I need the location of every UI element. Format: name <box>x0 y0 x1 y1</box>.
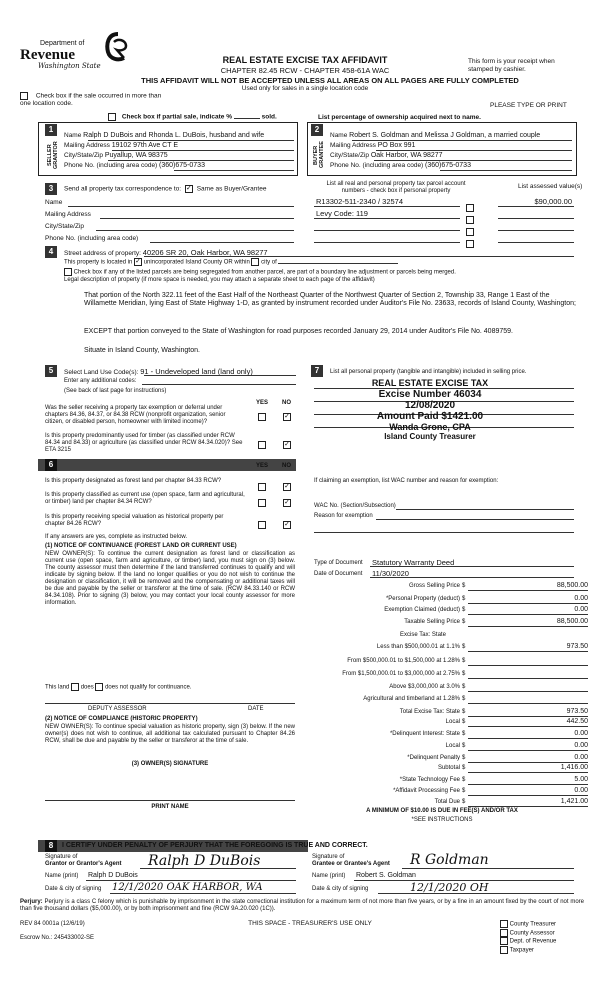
section-8-number: 8 <box>45 840 57 852</box>
levy-code[interactable]: Levy Code: 119 <box>316 209 368 218</box>
notice1-title: (1) NOTICE OF CONTINUANCE (FOREST LAND OR CURRENT USE) <box>45 543 237 549</box>
located-row: This property is located in ✓ unincorporated Island County OR within city of <box>64 258 398 267</box>
calc-row-value[interactable] <box>468 656 588 666</box>
legal-desc-label: Legal description of property (if more space is needed, you may attach a separate sheet to each page of the affidavit) <box>64 277 375 283</box>
s6-q1-yes[interactable] <box>258 483 266 491</box>
wac-label: WAC No. (Section/Subsection) <box>314 503 396 509</box>
corr-phone-label: Phone No. (including area code) <box>45 235 139 242</box>
calc-row-value[interactable]: 1,421.00 <box>468 797 588 807</box>
calc-row-label: From $1,500,000.01 to $3,000,000 at 2.75% <box>342 671 460 677</box>
calc-row-dollar: $ <box>462 696 466 702</box>
s6-q2-no[interactable]: ✓ <box>284 498 290 506</box>
calc-row-label: Gross Selling Price <box>408 583 460 589</box>
treasurer-stamp: REAL ESTATE EXCISE TAX Excise Number 46034 12/08/2020 Amount Paid $1421.00 Wanda Grone, CPA Island County Treasurer <box>371 378 489 441</box>
calc-row <box>312 656 594 666</box>
legal-desc-p2[interactable]: EXCEPT that portion conveyed to the State of Washington for road purposes recorded January 29, 2014 under Auditor's File No. 4089759. <box>84 328 513 335</box>
corr-name-field[interactable] <box>68 206 294 207</box>
receipt-note: This form is your receipt when stamped by cashier. <box>468 58 555 73</box>
taxpayer-checkbox[interactable] <box>500 946 508 954</box>
calc-row-value[interactable] <box>468 682 588 692</box>
s6-q3: Is this property receiving special valuation as historical property per chapter 84.26 RCW? <box>45 514 224 527</box>
calc-row <box>312 642 594 652</box>
single-location-note: Used only for sales in a single location code <box>241 85 369 92</box>
doc-date-label: Date of Document <box>314 571 363 577</box>
s6-q3-yes[interactable] <box>258 521 266 529</box>
calc-row <box>312 605 594 615</box>
s5-q1-yes[interactable] <box>258 413 266 421</box>
corr-name-label: Name <box>45 199 63 206</box>
calc-row-value[interactable]: 88,500.00 <box>468 617 588 627</box>
percentage-note: List percentage of ownership acquired next to name. <box>318 114 481 121</box>
corr-mailing-field[interactable] <box>100 218 294 219</box>
buyer-side-label: BUYER GRANTEE <box>313 141 325 169</box>
calc-row <box>312 594 594 604</box>
calc-row-value[interactable]: 0.00 <box>468 605 588 615</box>
calc-row-dollar: $ <box>462 731 466 737</box>
calc-row <box>312 682 594 692</box>
doc-date-value[interactable]: 11/30/2020 <box>372 569 409 578</box>
city-of-checkbox[interactable] <box>251 258 259 266</box>
grantor-sig-label-1: Signature of <box>45 854 78 860</box>
calc-row-dollar: $ <box>462 658 466 664</box>
street-address-value[interactable]: 40206 SR 20, Oak Harbor, WA 98277 <box>142 248 268 257</box>
calc-row-label: Agricultural and timberland at 1.28% <box>363 696 460 702</box>
s5-yes-header: YES <box>256 400 269 406</box>
grantee-sig-label-2: Grantee or Grantee's Agent <box>312 861 390 867</box>
calc-row-label: *State Technology Fee <box>399 777 460 783</box>
calc-row-value[interactable]: 88,500.00 <box>468 581 588 591</box>
grantee-name-value[interactable]: Robert S. Goldman <box>356 872 416 879</box>
calc-row-dollar: $ <box>462 684 466 690</box>
calc-row-label: *Delinquent Penalty <box>407 755 460 761</box>
calc-row-label: *Delinquent Interest: State <box>389 731 460 737</box>
calc-row-label: Local <box>445 719 460 725</box>
s6-q2-yes[interactable] <box>258 499 266 507</box>
minimum-note: A MINIMUM OF $10.00 IS DUE IN FEE(S) AND/OR TAX <box>366 808 518 814</box>
calc-row-value[interactable]: 0.00 <box>468 594 588 604</box>
multi-location-checkbox[interactable] <box>20 92 28 100</box>
qualify-row: This land does does not qualify for continuance. <box>45 684 192 691</box>
calc-row-dollar: $ <box>462 765 466 771</box>
calc-row-value[interactable]: 0.00 <box>468 753 588 763</box>
seller-city-value[interactable]: Puyallup, WA 98375 <box>104 152 168 159</box>
calc-row-label: Exemption Claimed (deduct) <box>384 607 460 613</box>
calc-row-dollar: $ <box>462 583 466 589</box>
certify-statement: I CERTIFY UNDER PENALTY OF PERJURY THAT THE FOREGOING IS TRUE AND CORRECT. <box>62 842 368 849</box>
calc-row-dollar: $ <box>462 788 466 794</box>
calc-row-dollar: $ <box>462 777 466 783</box>
s5-q1-no[interactable]: ✓ <box>284 412 290 420</box>
segregated-row: Check box if any of the listed parcels are being segregated from another parcel, are part of a boundary line adjustment or parcels being merged. <box>64 268 584 277</box>
partial-sale-row: Check box if partial sale, indicate % sold. <box>108 113 277 121</box>
grantor-name-value[interactable]: Ralph D DuBois <box>88 872 138 879</box>
calc-row-label: Above $3,000,000 at 3.0% <box>389 684 460 690</box>
calc-row-label: *Affidavit Processing Fee <box>393 788 460 794</box>
grantor-signature[interactable]: Ralph D DuBois <box>148 853 261 869</box>
street-label: Street address of property: <box>64 250 141 257</box>
please-type-note: PLEASE TYPE OR PRINT <box>490 102 567 109</box>
calc-row <box>312 717 594 727</box>
deputy-assessor-label: DEPUTY ASSESSOR <box>88 706 147 712</box>
calc-row-dollar: $ <box>462 755 466 761</box>
calc-row <box>312 797 594 807</box>
see-instructions-note: *SEE INSTRUCTIONS <box>411 817 473 823</box>
s6-no-header: NO <box>282 463 291 469</box>
owner-print-name-line[interactable] <box>45 800 295 801</box>
calc-row-dollar: $ <box>462 709 466 715</box>
section-2-number: 2 <box>311 124 323 136</box>
perjury-notice: Perjury: Perjury is a class C felony which is punishable by imprisonment in the state correctional institution for a maximum term of not more than five years, or by a fine in an amount fixed by the court of not more than five thousand dollars ($5,000.00), or by both imprisonment and fine (RCW 9A.20.020 (1C)). <box>20 899 584 912</box>
grantor-date-label: Date & city of signing <box>45 886 102 892</box>
additional-codes-label: Enter any additional codes: <box>64 378 137 384</box>
section-1-number: 1 <box>45 124 57 136</box>
dept-logo-text: Revenue <box>20 47 75 63</box>
assessed-header: List assessed value(s) <box>518 183 583 190</box>
exemption-label: If claiming an exemption, list WAC number and reason for exemption: <box>314 478 499 484</box>
calc-row-value[interactable]: 973.50 <box>468 642 588 652</box>
same-as-buyer-checkbox[interactable]: ✓ <box>185 185 192 192</box>
s5-q2-yes[interactable] <box>258 441 266 449</box>
legal-desc-p1[interactable]: That portion of the North 322.11 feet of the East Half of the Northeast Quarter of the Northwest Quarter of Section 2, Township 33, Range 1 East of the Willamette Meridian, lying East of State Highway 1-D, as granted by instrument recorded under Auditor's File No. 23633, records of Island County, Washington; <box>84 292 576 307</box>
calc-row-label: Total Due <box>434 799 460 805</box>
grantee-name-label: Name (print) <box>312 873 346 879</box>
dept-revenue-checkbox[interactable] <box>500 937 508 945</box>
excise-tax-state-label: Excise Tax: State <box>400 632 446 638</box>
additional-codes-field[interactable] <box>142 384 296 385</box>
partial-sale-checkbox[interactable] <box>108 113 116 121</box>
calc-row-value[interactable] <box>468 694 588 704</box>
grantor-sig-label-2: Grantor or Grantor's Agent <box>45 861 122 867</box>
buyer-name-value[interactable]: Robert S. Goldman and Melissa J Goldman, a married couple <box>349 132 541 139</box>
parcel-number[interactable]: R13302-511-2340 / 32574 <box>316 197 404 206</box>
calc-row-dollar: $ <box>462 607 466 613</box>
unincorporated-checkbox[interactable]: ✓ <box>135 258 141 265</box>
calc-row-value[interactable]: 0.00 <box>468 786 588 796</box>
corr-city-label: City/State/Zip <box>45 223 85 230</box>
assessed-value[interactable]: $90,000.00 <box>534 197 572 206</box>
qualify-does-checkbox[interactable] <box>71 683 79 691</box>
notice2-title: (2) NOTICE OF COMPLIANCE (HISTORIC PROPERTY) <box>45 716 198 722</box>
section-7-number: 7 <box>311 365 323 377</box>
seller-mailing-value[interactable]: 19102 97th Ave CT E <box>111 142 178 149</box>
s6-q1: Is this property designated as forest land per chapter 84.33 RCW? <box>45 478 222 484</box>
reason-label: Reason for exemption <box>314 513 373 519</box>
calc-row <box>312 707 594 717</box>
calc-row-label: Subtotal <box>437 765 460 771</box>
calc-row-value[interactable]: 1,416.00 <box>468 763 588 773</box>
section-3-number: 3 <box>45 183 57 195</box>
calc-row <box>312 775 594 785</box>
calc-row-value[interactable]: 0.00 <box>468 729 588 739</box>
calc-row-dollar: $ <box>462 743 466 749</box>
calc-row-label: Taxable Selling Price <box>404 619 460 625</box>
calc-row <box>312 581 594 591</box>
s6-q3-no[interactable]: ✓ <box>284 520 290 528</box>
calc-row <box>312 669 594 679</box>
calc-row <box>312 753 594 763</box>
wac-field[interactable] <box>396 509 574 510</box>
calc-row-label: Less than $500,000.01 at 1.1% <box>376 644 460 650</box>
calc-row-dollar: $ <box>462 596 466 602</box>
calc-row-value[interactable] <box>468 669 588 679</box>
calc-row-dollar: $ <box>462 799 466 805</box>
calc-row <box>312 763 594 773</box>
section-5-number: 5 <box>45 365 57 377</box>
escrow-number: Escrow No.: 245433002-SE <box>20 935 95 941</box>
dept-line3: Washington State <box>38 62 101 70</box>
buyer-city-value[interactable]: Oak Harbor, WA 98277 <box>370 152 443 159</box>
grantee-signature[interactable]: R Goldman <box>410 852 489 868</box>
county-assessor-checkbox[interactable] <box>500 929 508 937</box>
deputy-date-label: DATE <box>248 706 264 712</box>
calc-row <box>312 617 594 627</box>
s6-yes-header: YES <box>256 463 269 469</box>
grantee-date-label: Date & city of signing <box>312 886 369 892</box>
parcel-4-personal-checkbox[interactable] <box>466 240 474 248</box>
if-yes-note: If any answers are yes, complete as instructed below. <box>45 534 188 540</box>
land-use-code[interactable]: 91 - Undeveloped land (land only) <box>140 367 253 376</box>
calc-row-dollar: $ <box>462 719 466 725</box>
form-title: REAL ESTATE EXCISE TAX AFFIDAVIT <box>222 55 388 65</box>
seller-phone-value[interactable]: (360)675-0733 <box>159 162 205 169</box>
treasurer-use-only: THIS SPACE - TREASURER'S USE ONLY <box>248 920 372 927</box>
calc-row-dollar: $ <box>462 644 466 650</box>
calc-row-value[interactable]: 5.00 <box>468 775 588 785</box>
see-back-note: (See back of last page for instructions) <box>64 388 167 394</box>
deputy-signature-line[interactable] <box>45 703 295 704</box>
calc-row-value[interactable]: 442.50 <box>468 717 588 727</box>
s5-q2-no[interactable]: ✓ <box>284 440 290 448</box>
calc-row-value[interactable]: 973.50 <box>468 707 588 717</box>
calc-row <box>312 694 594 704</box>
corr-phone-field[interactable] <box>150 242 294 243</box>
s5-q1: Was the seller receiving a property tax exemption or deferral under chapters 84.36, 84.37, or 84.38 RCW (nonprofit organization, senior citizen, or disabled person, homeowner with limited income)? <box>45 405 226 425</box>
revenue-logo-icon <box>104 32 132 62</box>
calc-row-dollar: $ <box>462 671 466 677</box>
reason-field[interactable] <box>376 519 574 520</box>
form-subtitle: CHAPTER 82.45 RCW - CHAPTER 458-61A WAC <box>220 66 390 75</box>
calc-row <box>312 786 594 796</box>
s5-q2: Is this property predominantly used for timber (as classified under RCW 84.34 and 84.33) or agriculture (as classified under RCW 84.34.020)? See ETA 3215 <box>45 433 243 453</box>
notice1-text: NEW OWNER(S): To continue the current designation as forest land or classification as current use (open space, farm and agriculture, or timber) land, you must sign on (3) below. The county assessor must then determine if the land transferred continues to qualify and will indicate by signing below. If the land no longer qualifies or you do not wish to continue the designation or classification, it will be removed and the compensating or additional taxes will be due and payable by the seller or transferor at the time of sale. (RCW 84.33.140 or RCW 84.34.108). Prior to signing (3) below, you may contact your local county assessor for more information. <box>45 551 295 606</box>
calc-row-label: *Personal Property (deduct) <box>385 596 460 602</box>
seller-side-label: SELLER GRANTOR <box>47 141 59 169</box>
segregated-checkbox[interactable] <box>64 268 72 276</box>
qualify-does-not-checkbox[interactable] <box>95 683 103 691</box>
personal-property-label: List all personal property (tangible and intangible) included in selling price. <box>330 369 527 375</box>
s5-no-header: NO <box>282 400 291 406</box>
grantor-name-label: Name (print) <box>45 873 79 879</box>
land-use-label: Select Land Use Code(s): <box>64 369 139 376</box>
legal-desc-p3[interactable]: Situate in Island County, Washington. <box>84 347 200 354</box>
parcel-list-header: List all real and personal property tax parcel account numbers - check box if personal property <box>326 181 466 194</box>
calc-row-dollar: $ <box>462 619 466 625</box>
seller-name-row: Name Ralph D DuBois and Rhonda L. DuBois, husband and wife <box>64 132 265 139</box>
grantee-sig-label-1: Signature of <box>312 854 345 860</box>
calc-row-label: Total Excise Tax: State <box>399 709 460 715</box>
grantor-date-value[interactable]: 12/1/2020 OAK HARBOR, WA <box>112 882 263 893</box>
multi-location-row: Check box if the sale occurred in more than one location code. <box>20 92 162 108</box>
seller-name-value[interactable]: Ralph D DuBois and Rhonda L. DuBois, husband and wife <box>83 132 265 139</box>
warning-text: THIS AFFIDAVIT WILL NOT BE ACCEPTED UNLESS ALL AREAS ON ALL PAGES ARE FULLY COMPLETED <box>141 76 519 85</box>
dept-line1: Department of <box>40 40 85 47</box>
buyer-mailing-value[interactable]: PO Box 991 <box>377 142 416 149</box>
print-name-label: PRINT NAME <box>151 804 189 810</box>
correspondence-row: Send all property tax correspondence to: ✓ Same as Buyer/Grantee <box>64 185 267 193</box>
doc-type-label: Type of Document <box>314 560 363 566</box>
distribution-checklist: County Treasurer County Assessor Dept. of Revenue Taxpayer <box>500 920 556 954</box>
calc-row-label: From $500,000.01 to $1,500,000 at 1.28% <box>347 658 460 664</box>
section-6-number: 6 <box>45 459 57 471</box>
s6-q2: Is this property classified as current use (open space, farm and agricultural, or timber) land per chapter 84.34 RCW? <box>45 492 245 505</box>
calc-row <box>312 729 594 739</box>
corr-mailing-label: Mailing Address <box>45 211 91 218</box>
calc-row <box>312 741 594 751</box>
section-4-number: 4 <box>45 246 57 258</box>
rev-number: REV 84 0001a (12/6/19) <box>20 921 85 927</box>
grantee-date-value[interactable]: 12/1/2020 OH <box>410 881 489 894</box>
calc-row-value[interactable]: 0.00 <box>468 741 588 751</box>
doc-type-value[interactable]: Statutory Warranty Deed <box>372 558 455 567</box>
owner-signature-label: (3) OWNER(S) SIGNATURE <box>131 761 209 767</box>
s6-q1-no[interactable]: ✓ <box>284 482 290 490</box>
buyer-phone-value[interactable]: (360)675-0733 <box>425 162 471 169</box>
corr-city-field[interactable] <box>96 230 294 231</box>
notice2-text: NEW OWNER(S): To continue special valuation as historic property, sign (3) below. If the new owner(s) does not wish to continue, all additional tax calculated pursuant to Chapter 84.26 RCW, shall be due and payable by the seller or transferor at the time of sale. <box>45 724 295 744</box>
calc-row-label: Local <box>445 743 460 749</box>
county-treasurer-checkbox[interactable] <box>500 920 508 928</box>
